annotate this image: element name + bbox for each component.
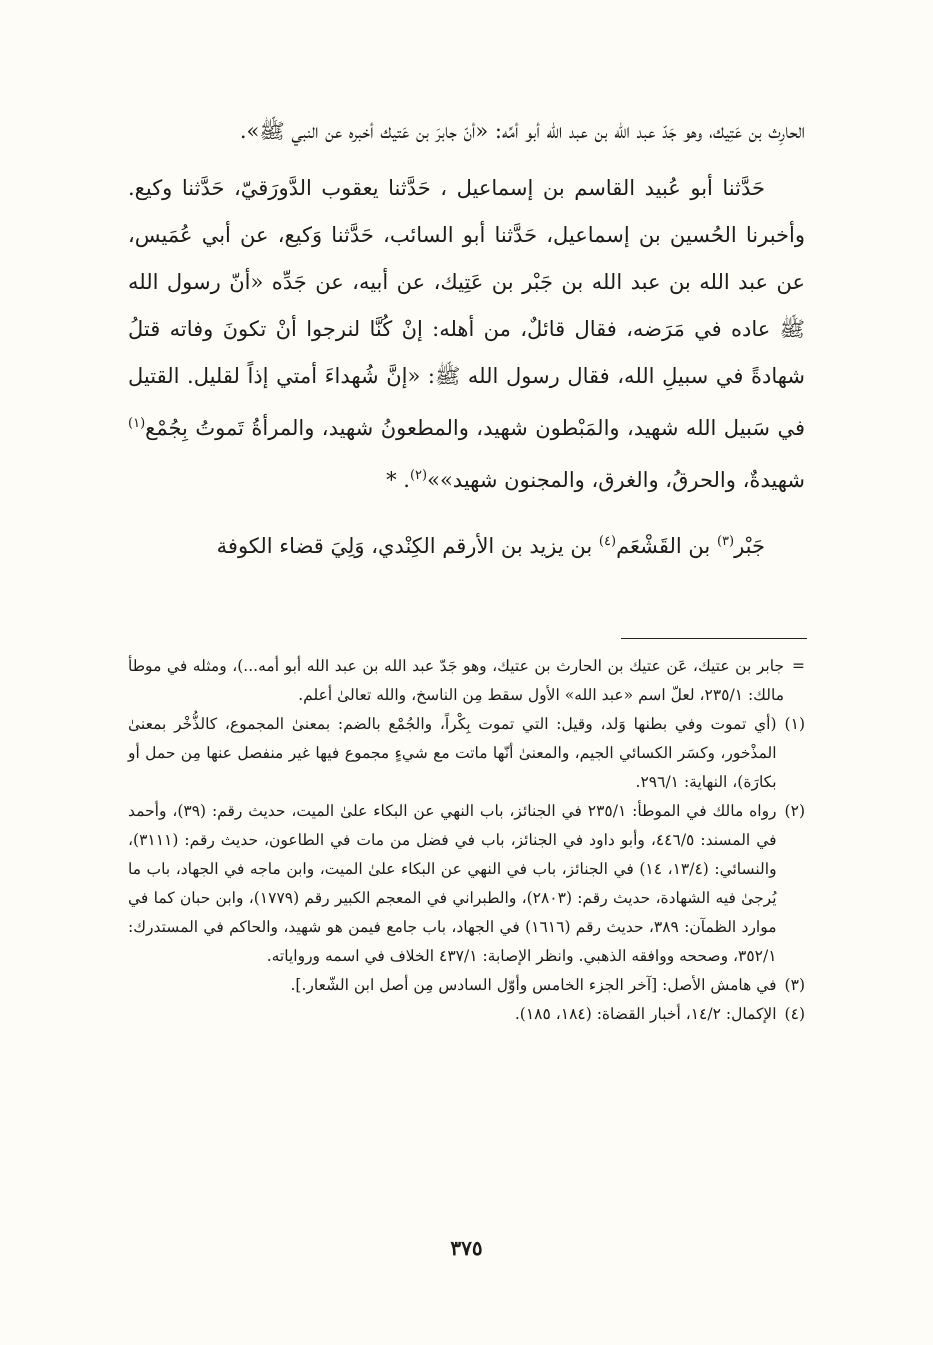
footnote-1-text: (أي تموت وفي بطنها وَلد، وقيل: التي تموت بِكْراً، والجُمْع بالضم: بمعنىٰ المجموع، كالذُّخْر بمعنىٰ المذْخور، وكسَر الكسائي الجيم، والمعنىٰ أنّها ماتت مع شيءٍ مجموع فيها غير منفصل عنها مِن حمل أو بكارَة)، النهاية: ٢٩٦/١. bbox=[128, 715, 777, 791]
footnote-ref-1: (١) bbox=[128, 416, 146, 431]
footnote-continuation bbox=[128, 652, 805, 710]
paragraph-2-text-b: شهيدةٌ، والحرقُ، والغرق، والمجنون شهيد»» bbox=[427, 468, 805, 492]
page-number: ٣٧٥ bbox=[450, 1236, 483, 1260]
paragraph-3-text-a: جَبْر bbox=[734, 534, 765, 558]
paragraph-1 bbox=[128, 108, 805, 155]
footnote-ref-4: (٤) bbox=[598, 534, 617, 549]
paragraph-3-text-b: بن القَشْعَم bbox=[616, 534, 717, 558]
footnote-separator bbox=[621, 638, 807, 639]
footnote-4-number: (٤) bbox=[784, 1005, 805, 1023]
footnote-2-number: (٢) bbox=[784, 802, 805, 820]
footnote-1-number: (١) bbox=[784, 715, 805, 733]
main-text bbox=[128, 108, 805, 570]
footnote-4 bbox=[128, 1000, 805, 1029]
footnote-continuation-marker: = bbox=[792, 657, 805, 675]
paragraph-2 bbox=[128, 165, 805, 504]
footnote-3-text: في هامش الأصل: [آخر الجزء الخامس وأوّل السادس مِن أصل ابن الشّعار.]. bbox=[290, 976, 777, 994]
paragraph-2-text-a: حَدَّثنا أبو عُبيد القاسم بن إسماعيل ، حَدَّثنا يعقوب الدَّورَقيّ، حَدَّثنا وكيع. وأخبرنا الحُسين بن إسماعيل، حَدَّثنا أبو السائب، حَدَّثنا وَكيع، عن أبي عُمَيس، عن عبد الله بن عبد الله بن جَبْر بن عَتِيك، عن أبيه، عن جَدِّه «أنّ رسول الله ﷺ عاده في مَرَضه، فقال قائلٌ، من أهله: إنْ كُنَّا لنرجوا أنْ تكونَ وفاته قتلُ شهادةً في سبيلِ الله، فقال رسول الله ﷺ: «إنَّ شُهداءَ أمتي إذاً لقليل. القتيل في سَبيل الله شهيد، والمَبْطون شهيد، والمطعونُ شهيد، والمرأةُ تَموتُ بِجُمْع bbox=[128, 176, 805, 440]
footnote-continuation-text: جابر بن عتيك، عَن عتيك بن الحارث بن عتيك، وهو جَدّ عبد الله بن عبد الله أبو أمه...)، ومثله في موطأ مالك: ٢٣٥/١، لعلّ اسم «عبد الله» الأول سقط مِن الناسخ، والله تعالىٰ أعلم. bbox=[128, 657, 784, 704]
footnote-ref-2: (٢) bbox=[409, 468, 428, 483]
footnote-4-text: الإكمال: ١٤/٢، أخبار القضاة: (١٨٤، ١٨٥). bbox=[514, 1005, 777, 1023]
footnote-2 bbox=[128, 797, 805, 971]
paragraph-3 bbox=[128, 518, 805, 570]
paragraph-2-text-c: . * bbox=[386, 468, 410, 492]
paragraph-3-text-c: بن يزيد بن الأرقم الكِنْدي، وَلِيَ قضاء الكوفة bbox=[216, 534, 599, 558]
footnote-2-text: رواه مالك في الموطأ: ٢٣٥/١ في الجنائز، باب النهي عن البكاء علىٰ الميت، حديث رقم: (٣٩)، وأحمد في المسند: ٤٤٦/٥، وأبو داود في الجنائز، باب في فضل من مات في الطاعون، حديث رقم: (٣١١١)، والنسائي: (١٣/٤، ١٤) في الجنائز، باب في النهي عن البكاء علىٰ الميت، وابن ماجه في الجهاد، باب ما يُرجىٰ فيه الشهادة، حديث رقم: (٢٨٠٣)، والطبراني في المعجم الكبير رقم (١٧٧٩)، وابن حبان كما في موارد الظمآن: ٣٨٩، حديث رقم (١٦١٦) في الجهاد، باب جامع فيمن هو شهيد، والحاكم في المستدرك: ٣٥٢/١، وصححه ووافقه الذهبي. وانظر الإصابة: ٤٣٧/١ الخلاف في اسمه ورواياته. bbox=[128, 802, 777, 965]
footnotes bbox=[128, 652, 805, 1029]
footnote-3 bbox=[128, 971, 805, 1000]
footnote-3-number: (٣) bbox=[784, 976, 805, 994]
footnote-1 bbox=[128, 710, 805, 797]
footnote-ref-3: (٣) bbox=[716, 534, 735, 549]
paragraph-1-text: الحارِث بن عَتِيك، وهو جَدّ عبد الله بن عبد الله أبو أمِّه: «أنّ جابرَ بن عَتيك أخبره عن النبي ﷺ». bbox=[239, 119, 805, 143]
